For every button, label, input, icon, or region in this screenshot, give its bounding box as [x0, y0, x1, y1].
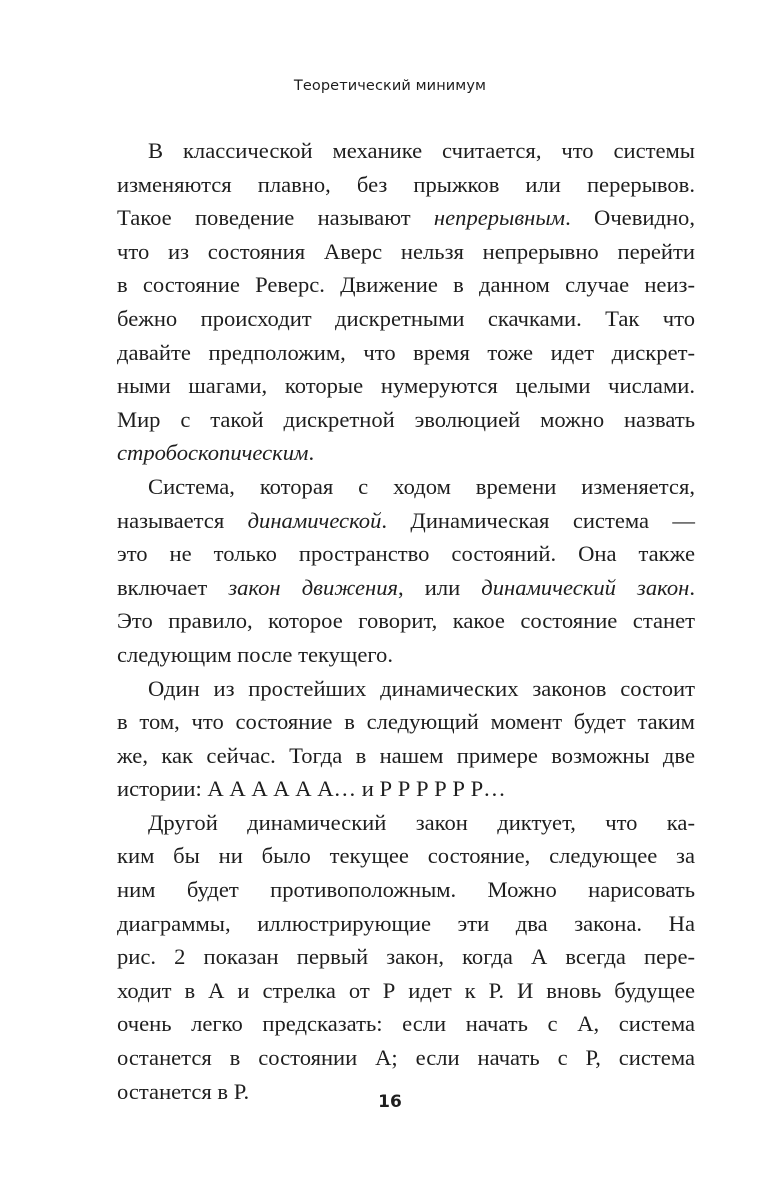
text-line: изменяются плавно, без прыжков или перерывов. [117, 171, 695, 197]
text-line: останется в Р. [117, 1078, 250, 1104]
text-run: включает [117, 574, 229, 600]
text-line: давайте предположим, что время тоже идет дискрет- [117, 339, 695, 365]
text-line: В классической механике считается, что системы [148, 138, 695, 163]
paragraph-1 [117, 134, 695, 470]
text-run: . [689, 574, 695, 600]
text-line: ним будет противоположным. Можно нарисовать [117, 877, 695, 903]
text-line: Система, которая с ходом времени изменяется, [148, 473, 695, 499]
paragraph-4 [117, 806, 695, 1108]
text-line: что из состояния Аверс нельзя непрерывно перейти [117, 238, 695, 264]
emphasis-term: динамической [247, 507, 382, 533]
emphasis-term: динамический закон [481, 574, 690, 600]
text-line [117, 571, 695, 605]
text-line: Это правило, которое говорит, какое состояние станет [117, 608, 695, 634]
text-line: это не только пространство состояний. Она также [117, 541, 695, 567]
body-text [117, 134, 695, 1108]
text-line: ким бы ни было текущее состояние, следующее за [117, 843, 695, 869]
text-run: . Очевидно, [565, 205, 696, 231]
text-line: следующим после текущего. [117, 641, 394, 667]
text-run: Такое поведение называют [117, 205, 434, 231]
page-number: 16 [378, 1092, 402, 1112]
paragraph-3 [117, 672, 695, 806]
text-line: рис. 2 показан первый закон, когда А всегда пере- [117, 944, 695, 970]
text-line: очень легко предсказать: если начать с А, система [117, 1011, 695, 1037]
text-line: истории: А А А А А А… и Р Р Р Р Р Р… [117, 776, 506, 802]
text-line [117, 504, 695, 538]
emphasis-term: закон движения [228, 574, 399, 600]
text-line: же, как сейчас. Тогда в нашем примере возможны две [117, 742, 695, 768]
emphasis-term: стробоскопическим [117, 440, 309, 466]
text-line: диаграммы, иллюстрирующие эти два закона. На [117, 910, 695, 936]
text-line: Мир с такой дискретной эволюцией можно назвать [117, 406, 695, 432]
text-line: останется в состоянии А; если начать с Р, система [117, 1045, 695, 1071]
paragraph-2 [117, 470, 695, 672]
text-run: называется [117, 507, 248, 533]
text-line: Один из простейших динамических законов состоит [148, 675, 695, 701]
text-line [117, 436, 695, 470]
text-line: ными шагами, которые нумеруются целыми числами. [117, 373, 695, 399]
text-line: Другой динамический закон диктует, что ка- [148, 809, 695, 835]
text-run: , или [398, 574, 482, 600]
text-line [117, 201, 695, 235]
running-header: Теоретический минимум [293, 78, 487, 94]
text-line: ходит в А и стрелка от Р идет к Р. И вновь будущее [117, 977, 695, 1003]
text-line: бежно происходит дискретными скачками. Так что [117, 305, 695, 331]
text-run: . Динамическая система — [381, 507, 695, 533]
text-line: в том, что состояние в следующий момент будет таким [117, 709, 695, 735]
text-line: в состояние Реверс. Движение в данном случае неиз- [117, 272, 695, 298]
emphasis-term: непрерывным [433, 205, 566, 231]
text-run: . [308, 440, 315, 466]
